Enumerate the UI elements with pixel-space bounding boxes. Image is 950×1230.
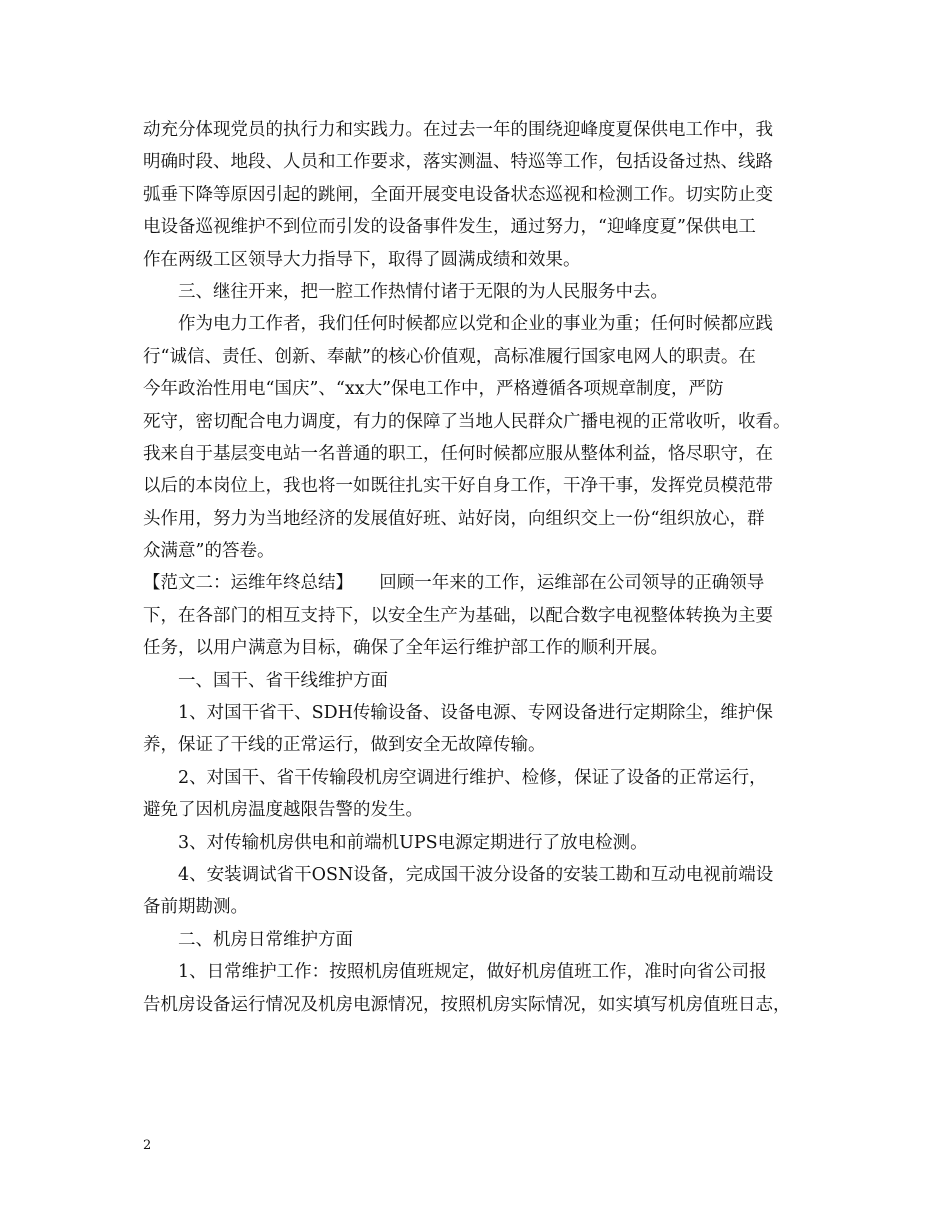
text-line: 众满意”的答卷。 [143, 541, 275, 562]
text-line: 1、对国干省干、SDH传输设备、设备电源、专网设备进行定期除尘，维护保 [178, 703, 773, 724]
text-line: 备前期勘测。 [143, 897, 248, 918]
section-heading: 二、机房日常维护方面 [178, 929, 353, 950]
text-line: 下，在各部门的相互支持下，以安全生产为基础，以配合数字电视整体转换为主要 [143, 605, 773, 626]
text-line: 1、日常维护工作：按照机房值班规定，做好机房值班工作，准时向省公司报 [178, 962, 767, 983]
text-line: 3、对传输机房供电和前端机UPS电源定期进行了放电检测。 [178, 832, 648, 853]
text-line: 养，保证了干线的正常运行，做到安全无故障传输。 [143, 735, 546, 756]
text-line: 死守，密切配合电力调度，有力的保障了当地人民群众广播电视的正常收听，收看。 [143, 411, 791, 432]
sample-title-line: 【范文二：运维年终总结】 回顾一年来的工作，运维部在公司领导的正确领导 [143, 573, 765, 594]
text-line: 作为电力工作者，我们任何时候都应以党和企业的事业为重；任何时候都应践 [178, 314, 773, 335]
text-line: 任务，以用户满意为目标，确保了全年运行维护部工作的顺利开展。 [143, 638, 668, 659]
section-heading: 一、国干、省干线维护方面 [178, 670, 388, 691]
text-line: 作在两级工区领导大力指导下，取得了圆满成绩和效果。 [143, 249, 581, 270]
text-line: 2、对国干、省干传输段机房空调进行维护、检修，保证了设备的正常运行， [178, 767, 767, 788]
page-number: 2 [143, 1138, 152, 1153]
text-line: 电设备巡视维护不到位而引发的设备事件发生，通过努力，“迎峰度夏”保供电工 [143, 217, 756, 238]
text-line: 避免了因机房温度越限告警的发生。 [143, 800, 423, 821]
text-line: 明确时段、地段、人员和工作要求，落实测温、特巡等工作，包括设备过热、线路 [143, 152, 773, 173]
text-line: 动充分体现党员的执行力和实践力。在过去一年的围绕迎峰度夏保供电工作中，我 [143, 120, 773, 140]
text-line: 以后的本岗位上，我也将一如既往扎实干好自身工作，干净干事，发挥党员模范带 [143, 476, 773, 497]
text-line: 4、安装调试省干OSN设备，完成国干波分设备的安装工勘和互动电视前端设 [178, 864, 774, 885]
text-line: 行“诚信、责任、创新、奉献”的核心价值观，高标准履行国家电网人的职责。在 [143, 346, 756, 367]
text-line: 我来自于基层变电站一名普通的职工，任何时候都应服从整体利益，恪尽职守，在 [143, 443, 773, 464]
body-text [143, 114, 833, 1021]
text-line: 头作用，努力为当地经济的发展值好班、站好岗，向组织交上一份“组织放心，群 [143, 508, 765, 529]
section-heading: 三、继往开来，把一腔工作热情付诸于无限的为人民服务中去。 [178, 281, 668, 302]
text-line: 弧垂下降等原因引起的跳闸，全面开展变电设备状态巡视和检测工作。切实防止变 [143, 184, 773, 205]
text-line: 告机房设备运行情况及机房电源情况，按照机房实际情况，如实填写机房值班日志， [143, 994, 791, 1015]
text-line: 今年政治性用电“国庆”、“xx大”保电工作中，严格遵循各项规章制度，严防 [143, 379, 724, 400]
